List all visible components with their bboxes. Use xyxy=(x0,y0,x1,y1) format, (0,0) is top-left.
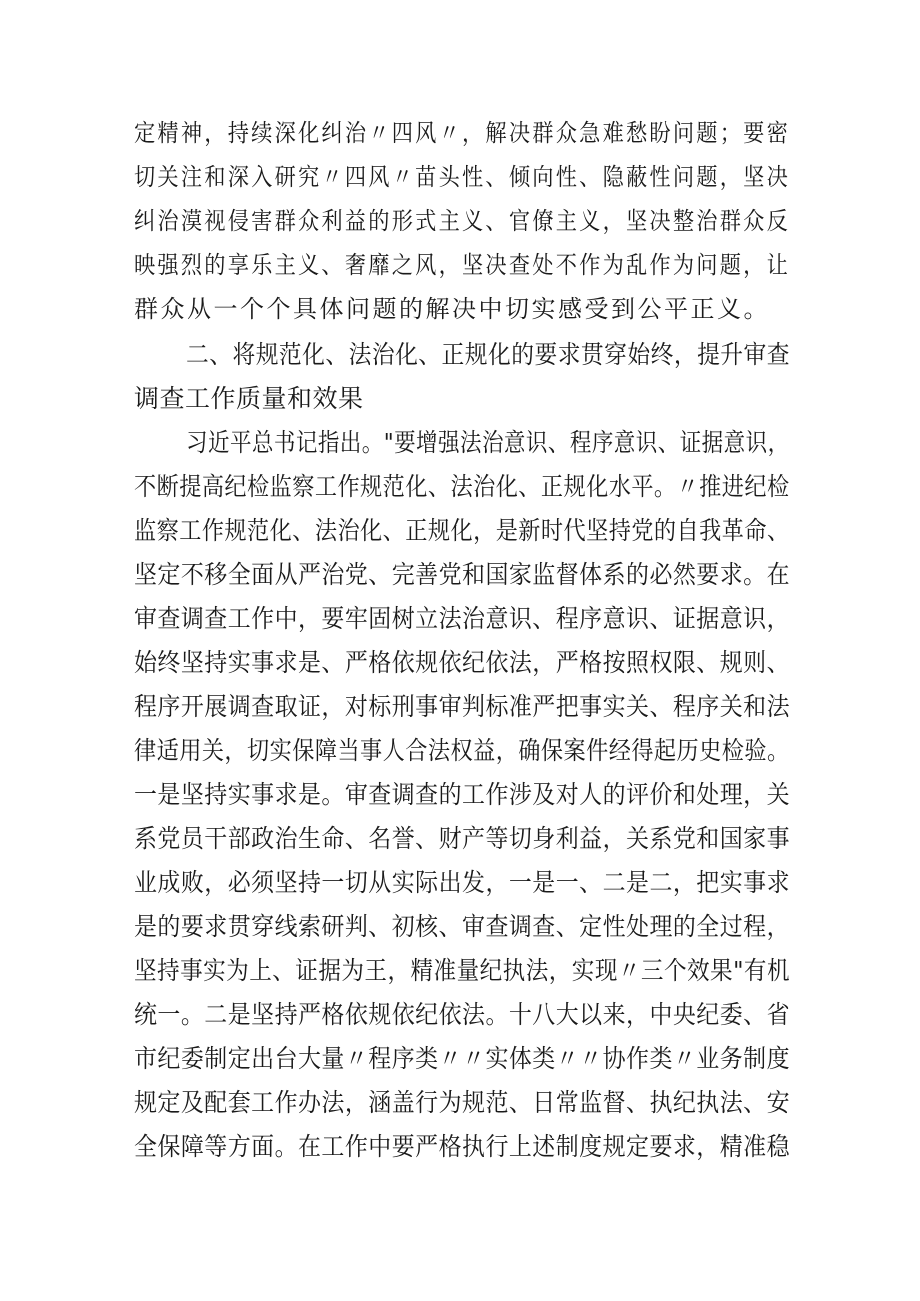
body-text-line: 映强烈的享乐主义、奢靡之风，坚决查处不作为乱作为问题，让 xyxy=(134,251,791,279)
body-text-line: 市纪委制定出台大量〃程序类〃〃实体类〃〃协作类〃业务制度 xyxy=(134,1044,791,1073)
body-text-line: 审查调查工作中，要牢固树立法治意识、程序意识、证据意识， xyxy=(134,604,791,633)
body-text-line: 规定及配套工作办法，涵盖行为规范、日常监督、执纪执法、安 xyxy=(134,1088,791,1117)
body-text-line: 群众从一个个具体问题的解决中切实感受到公平正义。 xyxy=(134,295,770,323)
body-text-line: 是的要求贯穿线索研判、初核、审查调查、定性处理的全过程， xyxy=(134,912,791,941)
body-text-line: 一是坚持实事求是。审查调查的工作涉及对人的评价和处理，关 xyxy=(134,780,791,809)
body-text-line: 统一。二是坚持严格依规依纪依法。十八大以来，中央纪委、省 xyxy=(134,1000,791,1029)
body-text-line: 业成败，必须坚持一切从实际出发，一是一、二是二，把实事求 xyxy=(134,868,791,897)
body-text-line: 始终坚持实事求是、严格依规依纪依法，严格按照权限、规则、 xyxy=(134,648,791,677)
body-text-line: 切关注和深入研究〃四风〃苗头性、倾向性、隐蔽性问题，坚决 xyxy=(134,163,791,191)
section-heading: 调查工作质量和效果 xyxy=(134,384,364,413)
body-text-line: 系党员干部政治生命、名誉、财产等切身利益，关系党和国家事 xyxy=(134,824,791,853)
section-heading: 二、将规范化、法治化、正规化的要求贯穿始终，提升审查 xyxy=(186,340,791,369)
body-text-line: 全保障等方面。在工作中要严格执行上述制度规定要求，精准稳 xyxy=(134,1132,791,1161)
body-text-line: 坚持事实为上、证据为王，精准量纪执法，实现〃三个效果"有机 xyxy=(134,956,791,985)
body-text-line: 监察工作规范化、法治化、正规化，是新时代坚持党的自我革命、 xyxy=(134,516,790,545)
body-text-line: 定精神，持续深化纠治〃四风〃，解决群众急难愁盼问题；要密 xyxy=(134,119,791,147)
body-text-line: 纠治漠视侵害群众利益的形式主义、官僚主义，坚决整治群众反 xyxy=(134,207,791,235)
body-text-line: 坚定不移全面从严治党、完善党和国家监督体系的必然要求。在 xyxy=(134,560,791,589)
body-text-line: 程序开展调查取证，对标刑事审判标准严把事实关、程序关和法 xyxy=(134,692,791,721)
body-text-line: 习近平总书记指出。"要增强法治意识、程序意识、证据意识， xyxy=(186,428,790,457)
body-text-line: 律适用关，切实保障当事人合法权益，确保案件经得起历史检验。 xyxy=(134,736,790,765)
body-text-line: 不断提高纪检监察工作规范化、法治化、正规化水平。〃推进纪检 xyxy=(134,472,790,501)
